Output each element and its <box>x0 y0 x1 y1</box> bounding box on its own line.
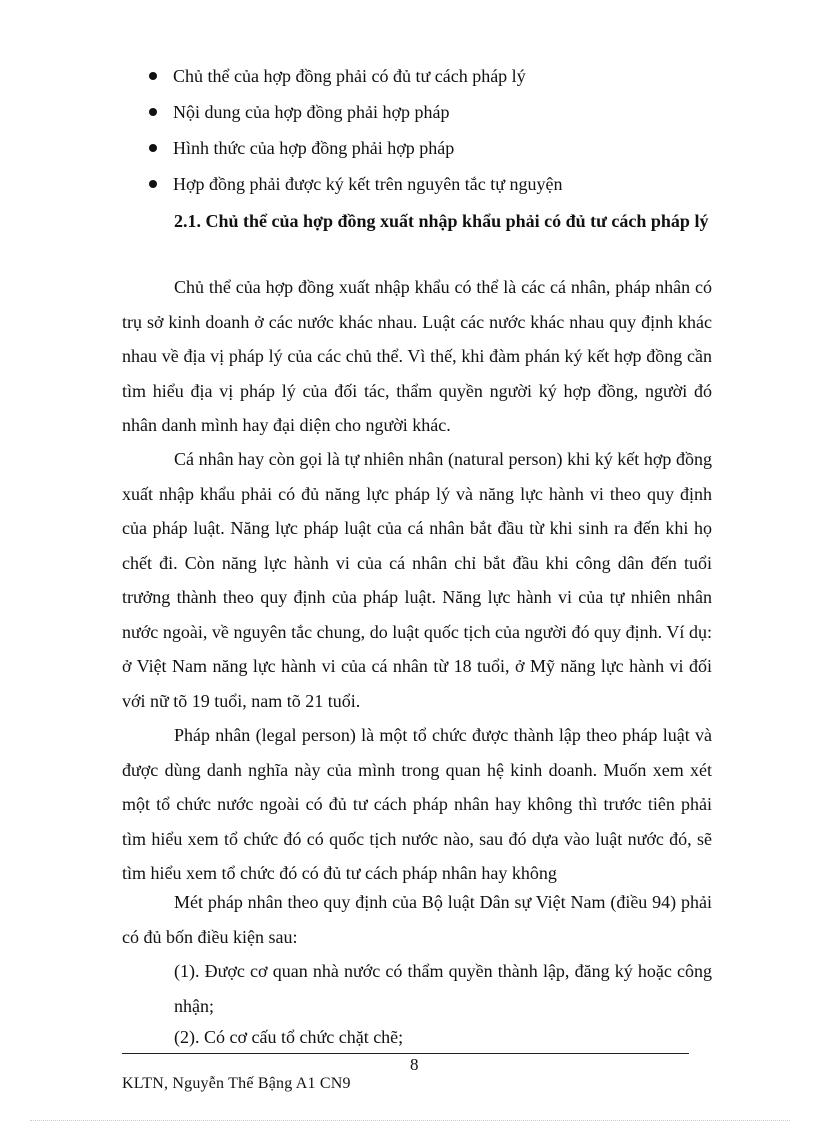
list-item <box>146 134 726 170</box>
bullet-icon <box>149 108 157 116</box>
paragraph-conditions-intro: Mét pháp nhân theo quy định của Bộ luật Dân sự Việt Nam (điều 94) phải có đủ bốn điều kiện sau: <box>122 892 712 947</box>
list-item <box>146 62 726 98</box>
bullet-icon <box>149 180 157 188</box>
bullet-icon <box>149 72 157 80</box>
paragraph-natural-person: Cá nhân hay còn gọi là tự nhiên nhân (natural person) khi ký kết hợp đồng xuất nhập khẩu phải có đủ năng lực pháp lý và năng lực hành vi theo quy định của pháp luật. Năng lực pháp luật của cá nhân bắt đầu từ khi sinh ra đến khi họ chết đi. Còn năng lực hành vi của cá nhân chỉ bắt đầu khi công dân đến tuổi trưởng thành theo quy định của pháp luật. Năng lực hành vi của tự nhiên nhân nước ngoài, về nguyên tắc chung, do luật quốc tịch của người đó quy định. Ví dụ: ở Việt Nam năng lực hành vi của cá nhân từ 18 tuổi, ở Mỹ năng lực hành vi đối với nữ tõ 19 tuổi, nam tõ 21 tuổi. <box>122 449 712 711</box>
page-number: 8 <box>410 1055 419 1074</box>
list-item <box>146 170 726 206</box>
footer-text: KLTN, Nguyễn Thế Bậng A1 CN9 <box>122 1075 351 1092</box>
condition-item: (2). Có cơ cấu tổ chức chặt chẽ; <box>174 1027 404 1047</box>
footer-divider <box>122 1053 689 1054</box>
requirements-list <box>146 62 726 206</box>
list-item-text: Hình thức của hợp đồng phải hợp pháp <box>173 138 455 158</box>
bullet-icon <box>149 144 157 152</box>
list-item-text: Hợp đồng phải được ký kết trên nguyên tắc tự nguyện <box>173 174 563 194</box>
paragraph-subjects: Chủ thể của hợp đồng xuất nhập khẩu có thể là các cá nhân, pháp nhân có trụ sở kinh doanh ở các nước khác nhau. Luật các nước khác nhau quy định khác nhau về địa vị pháp lý của các chủ thể. Vì thế, khi đàm phán ký kết hợp đồng cần tìm hiểu địa vị pháp lý của đối tác, thẩm quyền người ký hợp đồng, người đó nhân danh mình hay đại diện cho người khác. <box>122 277 712 435</box>
list-item-text: Chủ thể của hợp đồng phải có đủ tư cách pháp lý <box>173 66 526 86</box>
section-heading: 2.1. Chủ thể của hợp đồng xuất nhập khẩu phải có đủ tư cách pháp lý <box>174 211 709 231</box>
condition-item: (1). Được cơ quan nhà nước có thẩm quyền thành lập, đăng ký hoặc công nhận; <box>174 961 712 1016</box>
page-edge-divider <box>30 1120 790 1121</box>
list-item-text: Nội dung của hợp đồng phải hợp pháp <box>173 102 450 122</box>
list-item <box>146 98 726 134</box>
paragraph-legal-person: Pháp nhân (legal person) là một tổ chức được thành lập theo pháp luật và được dùng danh nghĩa này của mình trong quan hệ kinh doanh. Muốn xem xét một tổ chức nước ngoài có đủ tư cách pháp nhân hay không thì trước tiên phải tìm hiểu xem tổ chức đó có quốc tịch nước nào, sau đó dựa vào luật nước đó, sẽ tìm hiểu xem tổ chức đó có đủ tư cách pháp nhân hay không <box>122 725 712 883</box>
